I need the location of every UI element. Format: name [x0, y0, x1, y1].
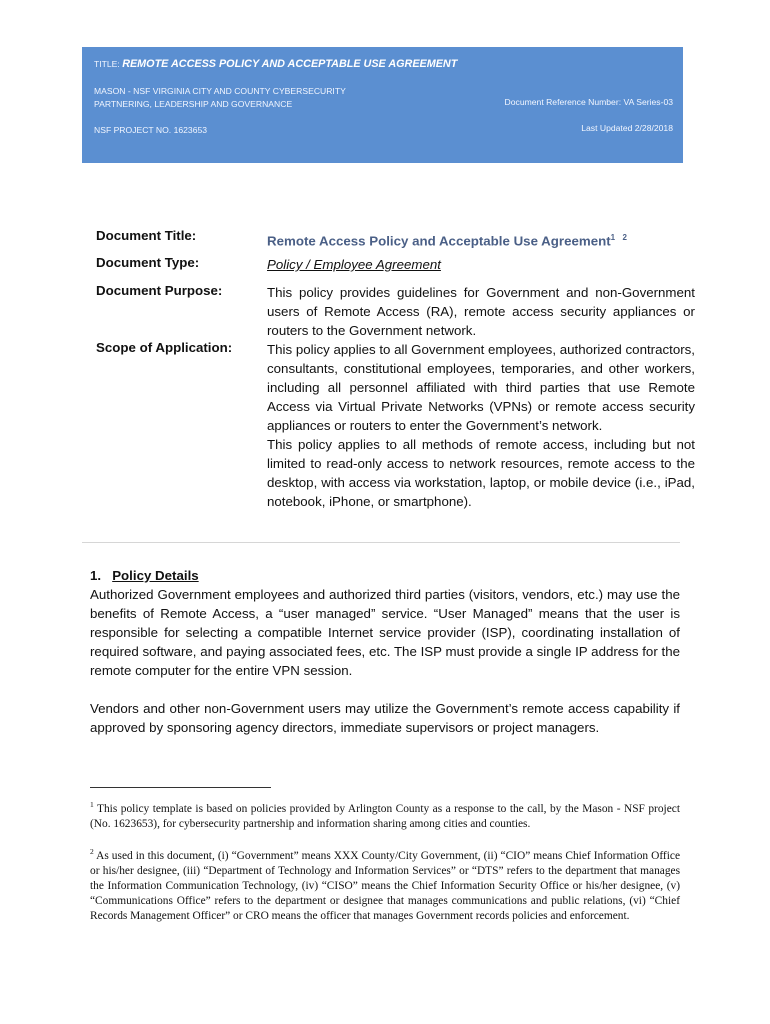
footnote-ref-2[interactable]: 2: [622, 233, 627, 242]
footnote-1-mark: 1: [90, 800, 94, 809]
meta-title-text: Remote Access Policy and Acceptable Use Agreement: [267, 233, 611, 249]
header-title: [94, 58, 457, 70]
header-org-line2: PARTNERING, LEADERSHIP AND GOVERNANCE: [94, 99, 293, 109]
section-title: Policy Details: [112, 568, 199, 583]
section-paragraph-2: Vendors and other non-Government users may utilize the Government’s remote access capability if approved by sponsoring agency directors, immediate supervisors or project managers.: [90, 701, 680, 735]
meta-title-label: Document Title:: [96, 228, 197, 243]
header-org-line1: MASON - NSF VIRGINIA CITY AND COUNTY CYBERSECURITY: [94, 86, 346, 96]
section-paragraph-1: Authorized Government employees and authorized third parties (visitors, vendors, etc.) may use the benefits of Remote Access, a “user managed” service. “User Managed” means that the user is responsible for selecting a compatible Internet service provider (ISP), coordinating installation of required software, and paying associated fees, etc. The ISP must provide a single IP address for the remote computer for the entire VPN session.: [90, 587, 680, 678]
footnote-1: [90, 797, 680, 832]
section-policy-details: [90, 566, 680, 756]
meta-purpose-label: Document Purpose:: [96, 283, 223, 298]
footnotes: [90, 797, 680, 936]
footnote-2-mark: 2: [90, 846, 94, 856]
meta-scope-paragraph-2: This policy applies to all methods of remote access, including but not limited to read-only access to network resources, remote access to the desktop, with access via workstation, laptop, or mobile device (i.e., iPad, notebook, iPhone, or smartphone).: [267, 437, 695, 509]
meta-purpose-value: This policy provides guidelines for Government and non-Government users of Remote Access (RA), remote access security appliances or routers to the Government network.: [267, 285, 695, 338]
meta-scope-label: Scope of Application:: [96, 340, 233, 355]
header-banner: [82, 47, 683, 163]
footnote-2-text: As used in this document, (i) “Government” means XXX County/City Government, (ii) “CIO” means Chief Information Office or his/her designee, (iii) “Department of Technology and Information Services” or “DTS” refers to the department that manages the Information Communication Technology, (iv) “CISO” means the Chief Information Security Office or his/her designee, (v) “Communications Office” refers to the department or designee that manages communications and public relations, (vi) “Chief Records Management Officer” or CRO means the officer that manages Government records policies and enforcement.: [90, 849, 680, 922]
section-number: 1.: [90, 568, 102, 583]
meta-type-value: Policy / Employee Agreement: [267, 257, 441, 272]
header-title-text: REMOTE ACCESS POLICY AND ACCEPTABLE USE AGREEMENT: [122, 58, 458, 70]
footnote-separator: [90, 787, 271, 788]
footnote-ref-1[interactable]: 1: [610, 233, 616, 242]
meta-scope-value: [267, 340, 695, 511]
header-doc-ref: Document Reference Number: VA Series-03: [504, 97, 673, 107]
footnote-2: [90, 844, 680, 924]
header-project: NSF PROJECT NO. 1623653: [94, 125, 208, 135]
meta-scope-paragraph-1: This policy applies to all Government employees, authorized contractors, consultants, constitutional employees, temporaries, and other workers, including all personnel affiliated with third parties that use Remote Access via Virtual Private Networks (VPNs) or remote access security appliances or routers to enter the Government’s network.: [267, 342, 695, 433]
footnote-1-text: This policy template is based on policies provided by Arlington County as a response to the call, by the Mason - NSF project (No. 1623653), for cybersecurity partnership and information sharing among cities and counties.: [90, 802, 680, 830]
header-title-prefix: TITLE:: [94, 59, 120, 69]
section-divider: [82, 542, 680, 543]
meta-type-label: Document Type:: [96, 255, 200, 270]
header-last-updated: Last Updated 2/28/2018: [581, 123, 673, 133]
meta-title-value: [267, 228, 695, 250]
section-heading: [90, 566, 680, 585]
